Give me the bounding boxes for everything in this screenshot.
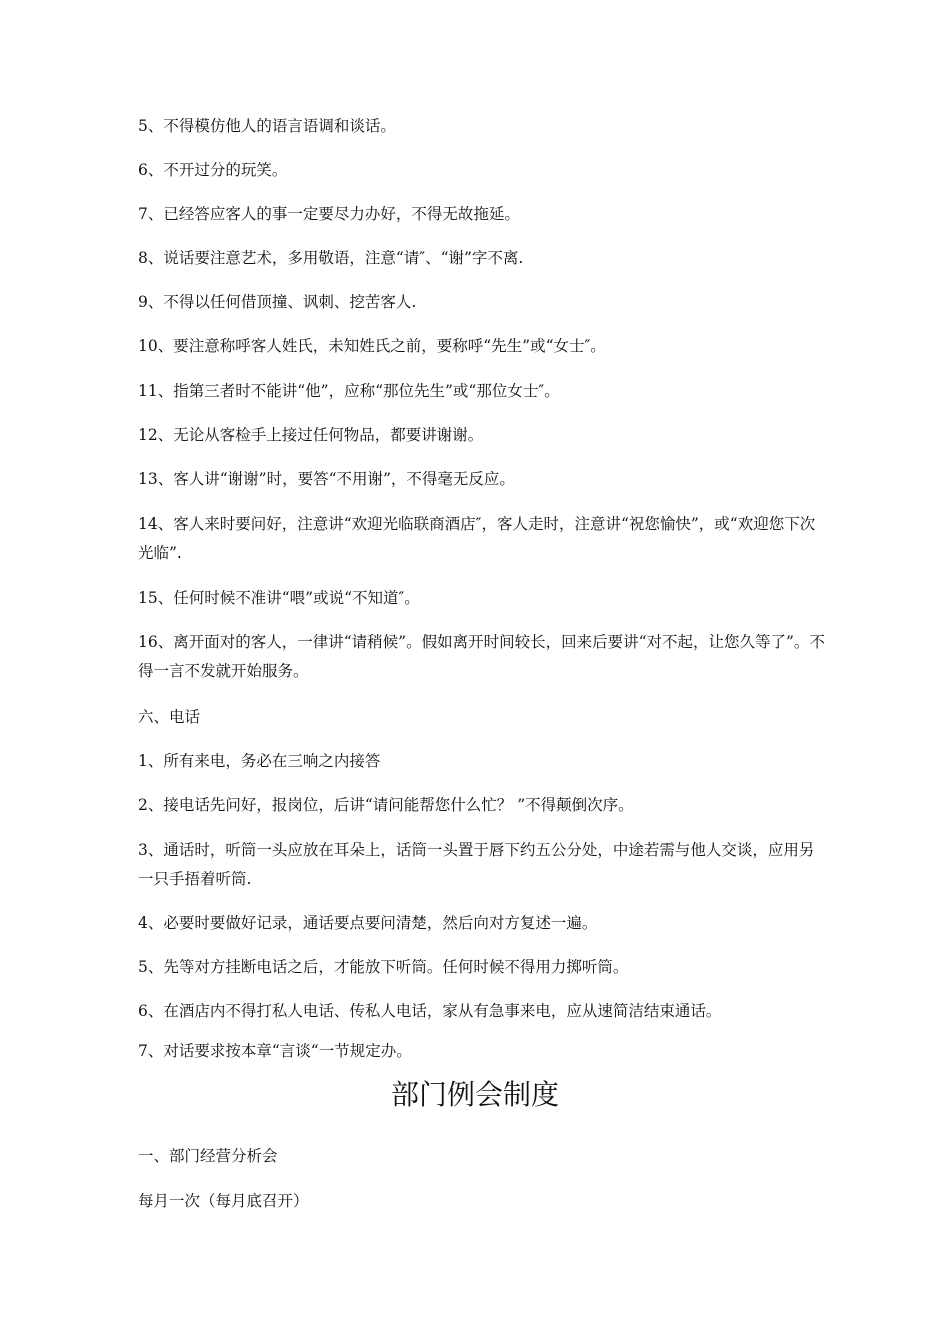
rule-item: 8、说话要注意艺术，多用敬语，注意“请″、“谢”字不离. — [138, 249, 524, 267]
telephone-rule-item: 1、所有来电，务必在三响之内接答 — [138, 752, 381, 770]
telephone-rule-item: 5、先等对方挂断电话之后，才能放下听筒。任何时候不得用力掷听筒。 — [138, 958, 629, 976]
telephone-rule-item: 3、通话时，听筒一头应放在耳朵上，话筒一头置于唇下约五公分处，中途若需与他人交谈，应用另一只手捂着听筒. — [138, 841, 815, 888]
rule-item: 13、客人讲“谢谢”时，要答“不用谢”，不得毫无反应。 — [138, 470, 515, 488]
rule-item: 15、任何时候不准讲“喂”或说“不知道″。 — [138, 589, 420, 607]
telephone-rule-item: 4、必要时要做好记录，通话要点要问清楚，然后向对方复述一遍。 — [138, 914, 598, 932]
rule-item: 10、要注意称呼客人姓氏，未知姓氏之前，要称呼“先生”或“女士″。 — [138, 337, 606, 355]
page-heading: 部门例会制度 — [390, 1078, 559, 1111]
rule-item: 9、不得以任何借顶撞、讽刺、挖苦客人. — [138, 293, 417, 311]
section-title-telephone: 六、电话 — [138, 708, 201, 726]
telephone-rule-item: 6、在酒店内不得打私人电话、传私人电话，家从有急事来电，应从速简洁结束通话。 — [138, 1002, 722, 1020]
rule-item: 7、已经答应客人的事一定要尽力办好，不得无故拖延。 — [138, 205, 520, 223]
rule-item: 11、指第三者时不能讲“他”，应称“那位先生”或“那位女士″。 — [138, 382, 560, 400]
rule-item: 14、客人来时要问好，注意讲“欢迎光临联商酒店″，客人走时，注意讲“祝您愉快”，或“欢迎您下次光临”. — [138, 515, 816, 562]
rule-item: 6、不开过分的玩笑。 — [138, 161, 288, 179]
meeting-frequency: 每月一次（每月底召开） — [138, 1192, 309, 1210]
rule-item: 16、离开面对的客人，一律讲“请稍候”。假如离开时间较长，回来后要讲“对不起，让您久等了”。不得一言不发就开始服务。 — [138, 633, 825, 680]
subsection-title: 一、部门经营分析会 — [138, 1147, 278, 1165]
telephone-rule-item: 2、接电话先问好，报岗位，后讲“请问能帮您什么忙？ ”不得颠倒次序。 — [138, 796, 634, 814]
rule-item: 12、无论从客检手上接过任何物品，都要讲谢谢。 — [138, 426, 484, 444]
telephone-rule-item: 7、对话要求按本章“言谈“一节规定办。 — [138, 1042, 412, 1060]
rule-item: 5、不得模仿他人的语言语调和谈话。 — [138, 117, 396, 135]
